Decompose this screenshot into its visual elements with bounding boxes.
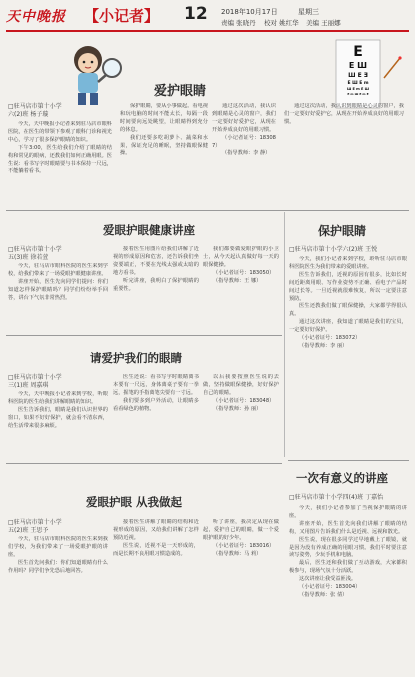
article-byline: □驻马店市第十小学六(2)班 王悦 <box>289 246 378 253</box>
svg-text:E Ш E m: E Ш E m <box>347 81 369 86</box>
divider <box>288 460 409 461</box>
article-byline: □驻马店市第十小学 五(3)班 徐若萱 <box>8 246 62 261</box>
column-divider <box>284 212 285 457</box>
issue-weekday: 星期三 <box>298 8 319 16</box>
divider <box>6 335 282 336</box>
article-column: 保护眼睛，要从小事做起。看电视和玩电脑的时间不能太长，每隔一段时间要向远处眺望，让眼睛得到充分的休息。 我们还要多吃胡萝卜、蔬菜和水果，保证充足的睡眠，坚持做眼保健操。 <box>120 103 208 157</box>
article-body: 今天，我们小记者来到学校，聆听驻马店市眼科医院医生为我们带来的爱眼讲座。 医生告诉我们，近视的原因有很多，比如长时间近距离用眼、写作业姿势不正确、看电子产品时间过长等。一旦近视就很难恢复，所以一定要注意预防。 医生还教我们做了眼保健操，大家都学得很认真。 通过这次讲座，我知道了眼睛是我们的宝贝，一定要好好保护。 （小记者证号：183072） （指导教师：李 丽） <box>289 256 407 349</box>
article-column: 接着医生讲解了眼睛的结构和近视形成的原因，又给我们讲解了怎样预防近视。 医生说，近视不是一天形成的，而是长期不良用眼习惯造成的。 <box>113 519 199 557</box>
page-number: 12 <box>184 4 208 24</box>
section-title: 【小记者】 <box>84 7 160 25</box>
article-column: 医生还说：看书写字时眼睛离书本要有一尺远，身体离桌子要有一拳远，握笔的手指离笔尖要有一寸远。 我们要多到户外活动，让眼睛多看看绿色的植物。 <box>113 374 199 412</box>
divider <box>6 210 409 211</box>
svg-text:E m Ш E m E: E m Ш E m E <box>347 92 369 96</box>
article-column: 今天，天中晚报小记者来到学校，听眼科医院的医生给我们讲解眼睛的知识。 医生告诉我们，眼睛是我们认识世界的窗口，如果不好好保护，就会看不清东西，给生活带来很多麻烦。 <box>8 391 108 429</box>
masthead <box>6 4 409 32</box>
article-column: 今天，天中晚报小记者来到驻马店市眼科医院，在医生的带领下参观了眼科门诊和视光中心，学习了很多保护眼睛的知识。 下午3:00，医生给我们介绍了眼睛的结构和常见的眼病，还教我们如何正确用眼。医生说：看书写字时眼睛要与书本保持一尺远，不能躺着看书。 <box>8 121 112 175</box>
staff-designer: 美编 王丽娜 <box>306 19 341 27</box>
article-column: 接着医生用图片给我们讲解了近视的形成原因和危害，还告诉我们坐姿要端正，不要在光线太强或太暗的地方看书。 听完讲座，我明白了保护眼睛的重要性。 <box>113 246 199 292</box>
article-column: 通过这次活动，我认识到眼睛是心灵的窗户，我们一定要好好爱护它，从现在开始养成良好的用眼习惯。 （小记者证号：183087） （指导教师：李 静） <box>212 103 276 157</box>
article-byline: □驻马店市第十小学四(4)班 丁嘉怡 <box>289 494 384 501</box>
article-title-eye-health-lecture: 爱眼护眼健康讲座 <box>103 223 195 237</box>
masthead-rule <box>6 30 409 32</box>
article-column: 通过这次活动，我认识到眼睛是心灵的窗户，我们一定要好好爱护它，从现在开始养成良好的用眼习惯。 <box>284 103 404 125</box>
staff-proofreader: 校对 姚红华 <box>264 19 299 27</box>
eye-chart-illustration <box>328 38 404 110</box>
article-byline: □驻马店市第十小学 三(1)班 周嘉琪 <box>8 374 62 389</box>
article-column: 今天，驻马店市眼科医院的医生来到学校，给我们带来了一场爱眼护眼健康讲座。 讲座开始，医生先向同学们提问：你们知道怎样保护眼睛吗？同学们纷纷举手回答，讲台下气氛非常热烈。 <box>8 263 108 301</box>
svg-text:E: E <box>353 44 363 60</box>
staff-editor: 责编 张晓丹 <box>221 19 256 27</box>
article-title-meaningful-lecture: 一次有意义的讲座 <box>296 471 388 485</box>
girl-magnifier-illustration <box>48 38 128 110</box>
article-column: 今天，驻马店市眼科医院的医生来到我们学校，为我们带来了一场爱眼护眼的讲座。 医生首先问我们：你们知道眼睛有什么作用吗？同学们争先恐后地回答。 <box>8 536 108 574</box>
svg-text:E Ш: E Ш <box>348 61 368 70</box>
article-byline: □驻马店市第十小学 六(2)班 杨子璇 <box>8 103 62 118</box>
article-title-protect-eyes: 爱护眼睛 <box>154 84 207 99</box>
article-title-protect-eyes-right: 保护眼睛 <box>318 224 367 238</box>
article-title-please-protect-eyes: 请爱护我们的眼睛 <box>90 351 182 365</box>
article-column: 以后我要按照医生说的去做，坚持做眼保健操，好好保护自己的眼睛。 （小记者证号：183048） （指导教师：孙 丽） <box>203 374 279 412</box>
divider <box>6 463 282 464</box>
article-byline: □驻马店市第十小学 五(2)班 王思予 <box>8 519 62 534</box>
article-column: 听了讲座，我决定从现在做起，爱护自己的眼睛，做一个爱眼护眼的好少年。 （小记者证号：183016） （指导教师：马 莉） <box>203 519 279 557</box>
article-title-start-with-me: 爱眼护眼 从我做起 <box>86 495 183 509</box>
svg-text:Ш E m E Ш: Ш E m E Ш <box>347 87 369 91</box>
svg-text:Ш E Ǝ: Ш E Ǝ <box>348 72 368 79</box>
article-column: 我们都要做爱眼护眼的小卫士，从今天起认真做好每一天的眼保健操。 （小记者证号：183050） （指导教师：王 娜） <box>203 246 279 284</box>
article-body: 今天，我们小记者参加了当视保护眼睛的讲座。 讲座开始，医生首先向我们讲解了眼睛的结构，又用图片告诉我们什么是近视、远视和散光。 医生说，现在很多同学过早地戴上了眼镜，就是因为没有养成正确的用眼习惯。我们平时要注意读写姿势，少玩手机和电脑。 最后，医生还和我们做了互动游戏，大家都积极参与，现场气氛十分活跃。 这次讲座让我受益匪浅。 （小记者证号：183004） （指导教师：张 倩） <box>289 505 407 598</box>
newspaper-logo: 天中晚报 <box>6 9 66 25</box>
issue-date: 2018年10月17日 <box>221 8 278 16</box>
